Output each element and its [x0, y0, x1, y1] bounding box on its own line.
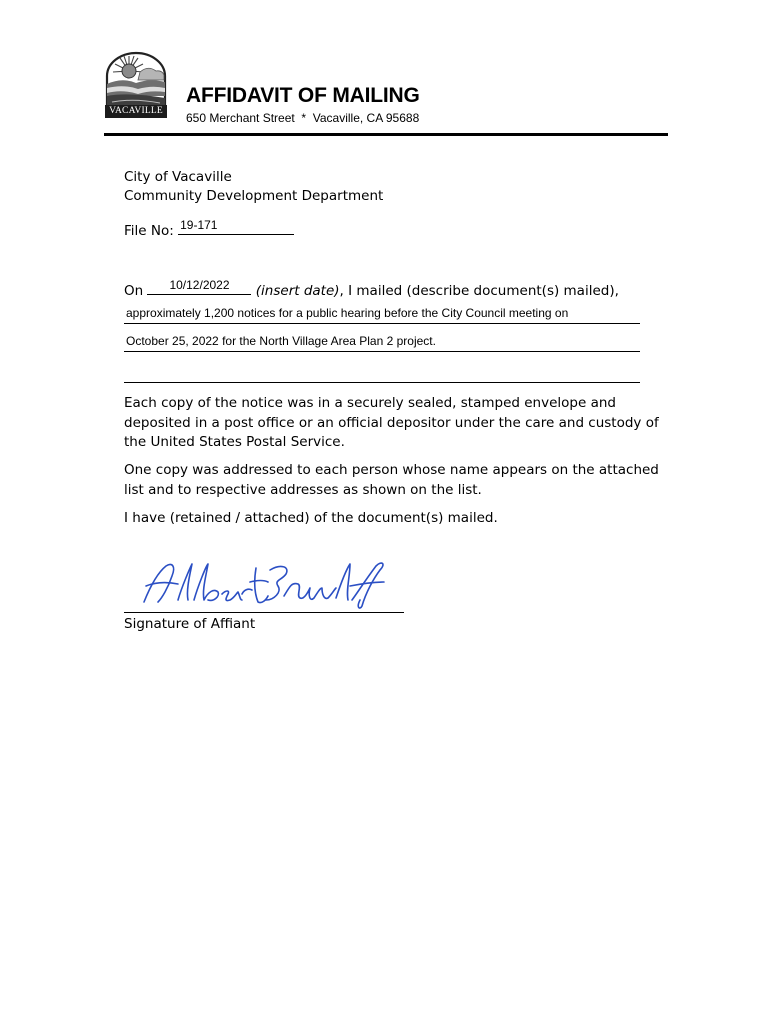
description-text-2: October 25, 2022 for the North Village Area Plan 2 project. — [126, 334, 436, 348]
department-name: Community Development Department — [124, 188, 384, 204]
file-number-field[interactable] — [178, 220, 294, 235]
affiant-signature — [138, 556, 390, 612]
insert-date-hint: (insert date) — [255, 283, 340, 299]
on-label: On — [124, 283, 144, 299]
file-number-row — [124, 220, 294, 239]
vacaville-logo — [104, 50, 168, 128]
city-name: City of Vacaville — [124, 169, 232, 185]
mailing-statement-row — [124, 280, 619, 299]
signature-line[interactable] — [124, 612, 404, 613]
logo-text: VACAVILLE — [109, 106, 163, 116]
signature-label: Signature of Affiant — [124, 616, 256, 632]
addressed-copy-paragraph: One copy was addressed to each person whose name appears on the attached list and to respective addresses as shown on the list. — [124, 462, 659, 498]
mailing-date-value: 10/12/2022 — [169, 278, 230, 292]
description-line-3[interactable] — [124, 366, 640, 383]
mailed-statement: , I mailed (describe document(s) mailed), — [339, 283, 619, 299]
mailing-date-field[interactable] — [147, 280, 251, 295]
description-line-2[interactable] — [124, 335, 640, 352]
description-text-1: approximately 1,200 notices for a public hearing before the City Council meeting on — [126, 306, 569, 320]
sealed-envelope-paragraph: Each copy of the notice was in a securely sealed, stamped envelope and deposited in a post office or an official depositor under the care and custody of the United States Postal Service. — [124, 395, 659, 450]
city-address: 650 Merchant Street * Vacaville, CA 95688 — [186, 111, 420, 125]
header-divider — [104, 133, 668, 136]
retained-attached-paragraph: I have (retained / attached) of the document(s) mailed. — [124, 510, 498, 526]
document-title: AFFIDAVIT OF MAILING — [186, 84, 420, 107]
file-number-label: File No: — [124, 223, 174, 239]
description-line-1[interactable] — [124, 307, 640, 324]
file-number-value: 19-171 — [180, 218, 218, 232]
